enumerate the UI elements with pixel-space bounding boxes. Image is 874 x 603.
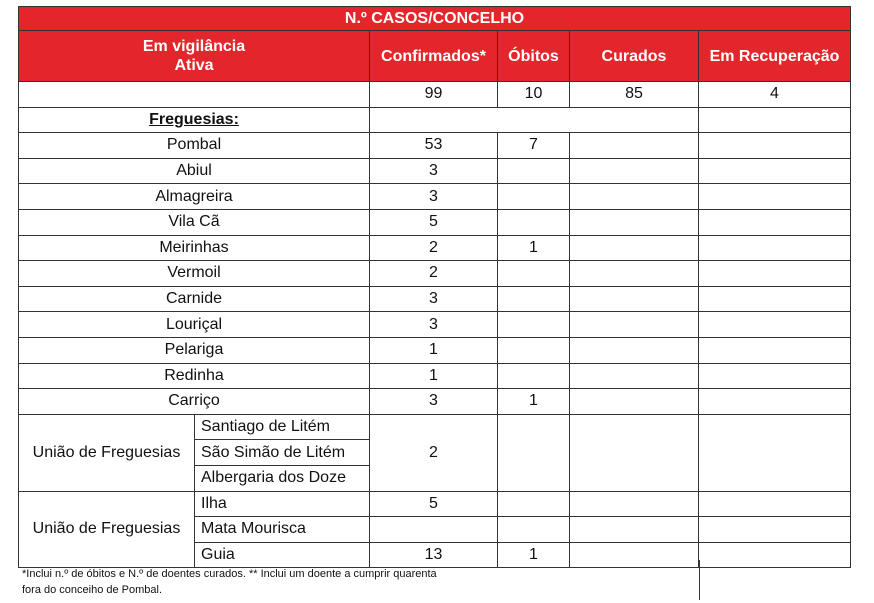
curados-cell <box>570 235 699 261</box>
freguesia-name: Pombal <box>19 133 370 159</box>
obitos-cell <box>498 337 570 363</box>
header-confirmados: Confirmados* <box>370 31 498 82</box>
curados-cell <box>570 184 699 210</box>
header-curados: Curados <box>570 31 699 82</box>
empty-cell <box>699 107 851 133</box>
recuperacao-cell <box>699 184 851 210</box>
obitos-cell <box>498 209 570 235</box>
obitos-cell: 1 <box>498 389 570 415</box>
table-row <box>19 184 851 210</box>
freguesia-name: Meirinhas <box>19 235 370 261</box>
curados-cell <box>570 389 699 415</box>
obitos-cell <box>498 312 570 338</box>
obitos-cell <box>498 414 570 491</box>
table-row <box>19 312 851 338</box>
freguesia-name: Vermoil <box>19 261 370 287</box>
footnote-line-1: *Inclui n.º de óbitos e N.º de doentes curados. ** Inclui um doente a cumprir quarenta <box>22 568 437 580</box>
confirmados-cell: 3 <box>370 389 498 415</box>
curados-cell <box>570 286 699 312</box>
confirmados-cell: 5 <box>370 491 498 517</box>
column-divider-line <box>699 560 700 600</box>
recuperacao-cell <box>699 209 851 235</box>
curados-cell <box>570 517 699 543</box>
footnote-line-2: fora do conceiho de Pombal. <box>22 584 163 596</box>
table-row <box>19 363 851 389</box>
header-vigilancia <box>19 31 370 82</box>
recuperacao-cell <box>699 337 851 363</box>
uniao-member: Ilha <box>195 491 370 517</box>
confirmados-cell: 13 <box>370 542 498 568</box>
confirmados-cell: 2 <box>370 414 498 491</box>
obitos-cell <box>498 158 570 184</box>
confirmados-cell: 2 <box>370 235 498 261</box>
obitos-cell <box>498 491 570 517</box>
obitos-cell <box>498 184 570 210</box>
obitos-cell: 1 <box>498 235 570 261</box>
curados-cell <box>570 261 699 287</box>
confirmados-cell: 3 <box>370 158 498 184</box>
table-row <box>19 261 851 287</box>
uniao-label: União de Freguesias <box>19 414 195 491</box>
freguesias-label-row <box>19 107 851 133</box>
header-recuperacao: Em Recuperação <box>699 31 851 82</box>
obitos-cell: 7 <box>498 133 570 159</box>
recuperacao-cell <box>699 133 851 159</box>
recuperacao-cell <box>699 312 851 338</box>
freguesias-label: Freguesias: <box>19 107 370 133</box>
confirmados-cell: 1 <box>370 337 498 363</box>
freguesia-name: Redinha <box>19 363 370 389</box>
freguesia-name: Carnide <box>19 286 370 312</box>
curados-cell <box>570 209 699 235</box>
uniao-member: Santiago de Litém <box>195 414 370 440</box>
confirmados-cell: 3 <box>370 184 498 210</box>
obitos-cell <box>498 363 570 389</box>
recuperacao-cell <box>699 363 851 389</box>
curados-cell <box>570 337 699 363</box>
table-row <box>19 158 851 184</box>
confirmados-cell: 1 <box>370 363 498 389</box>
uniao-member: Albergaria dos Doze <box>195 465 370 491</box>
confirmados-cell <box>370 517 498 543</box>
curados-cell <box>570 414 699 491</box>
obitos-cell <box>498 517 570 543</box>
confirmados-cell: 3 <box>370 286 498 312</box>
uniao-member: São Simão de Litém <box>195 440 370 466</box>
confirmados-cell: 2 <box>370 261 498 287</box>
freguesia-name: Almagreira <box>19 184 370 210</box>
recuperacao-cell <box>699 542 851 568</box>
freguesia-name: Vila Cã <box>19 209 370 235</box>
curados-cell <box>570 363 699 389</box>
uniao-label: União de Freguesias <box>19 491 195 568</box>
table-row <box>19 414 851 440</box>
table-row <box>19 491 851 517</box>
recuperacao-cell <box>699 286 851 312</box>
table-row <box>19 235 851 261</box>
recuperacao-cell <box>699 158 851 184</box>
table-row <box>19 133 851 159</box>
confirmados-cell: 3 <box>370 312 498 338</box>
table-row <box>19 337 851 363</box>
casos-table <box>18 6 851 568</box>
total-curados: 85 <box>570 82 699 108</box>
recuperacao-cell <box>699 491 851 517</box>
header-vigilancia-line2: Ativa <box>174 57 214 74</box>
obitos-cell: 1 <box>498 542 570 568</box>
confirmados-cell: 5 <box>370 209 498 235</box>
header-row <box>19 31 851 82</box>
uniao-member: Mata Mourisca <box>195 517 370 543</box>
curados-cell <box>570 312 699 338</box>
freguesia-name: Pelariga <box>19 337 370 363</box>
total-vigilancia <box>19 82 370 108</box>
header-vigilancia-line1: Em vigilância <box>142 38 246 55</box>
curados-cell <box>570 542 699 568</box>
recuperacao-cell <box>699 517 851 543</box>
footnote <box>22 566 582 598</box>
obitos-cell <box>498 286 570 312</box>
obitos-cell <box>498 261 570 287</box>
title-row <box>19 7 851 31</box>
total-confirmados: 99 <box>370 82 498 108</box>
table-row <box>19 209 851 235</box>
totals-row <box>19 82 851 108</box>
uniao-member: Guia <box>195 542 370 568</box>
empty-cell <box>370 107 699 133</box>
curados-cell <box>570 491 699 517</box>
curados-cell <box>570 133 699 159</box>
header-obitos: Óbitos <box>498 31 570 82</box>
table-row <box>19 286 851 312</box>
freguesia-name: Louriçal <box>19 312 370 338</box>
table-row <box>19 389 851 415</box>
recuperacao-cell <box>699 389 851 415</box>
total-recuperacao: 4 <box>699 82 851 108</box>
curados-cell <box>570 158 699 184</box>
freguesia-name: Carriço <box>19 389 370 415</box>
table-title: N.º CASOS/CONCELHO <box>19 7 851 31</box>
confirmados-cell: 53 <box>370 133 498 159</box>
total-obitos: 10 <box>498 82 570 108</box>
recuperacao-cell <box>699 414 851 491</box>
freguesia-name: Abiul <box>19 158 370 184</box>
recuperacao-cell <box>699 261 851 287</box>
recuperacao-cell <box>699 235 851 261</box>
